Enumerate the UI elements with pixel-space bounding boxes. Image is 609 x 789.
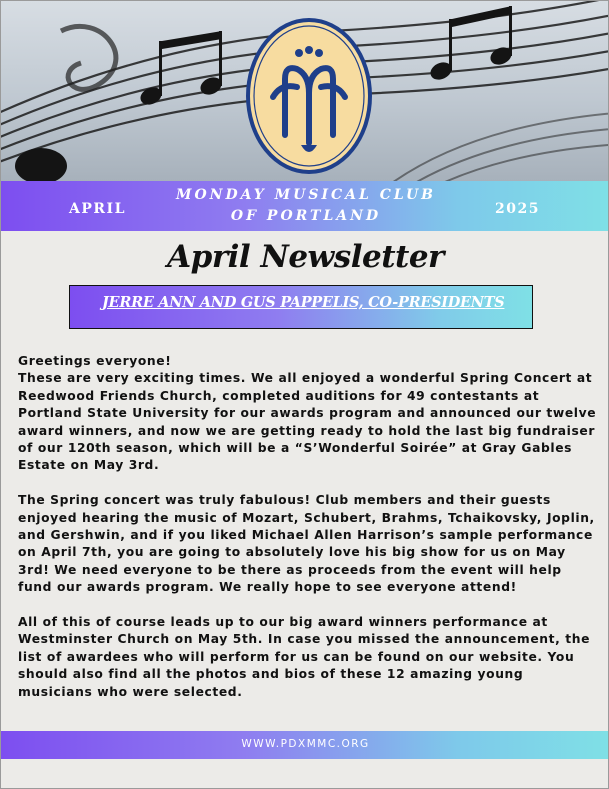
issue-month: APRIL [69,201,126,217]
paragraph-1: These are very exciting times. We all enjoyed a wonderful Spring Concert at Reedwood Friends Church, completed auditions for 49 contestants at Portland State University for our awards program and announced our twelve award winners, and now we are getting ready to hold the last big fundraiser of our 120th season, which will be a “S’Wonderful Soirée” at Gray Gables Estate on May 3rd. [18,371,597,473]
header-banner [1,181,609,231]
paragraph-3: All of this of course leads up to our big award winners performance at Westminster Church on May 5th. In case you missed the announcement, the list of awardees who will perform for us can be found on our website. You should also find all the photos and bios of these 12 amazing young musicians who were selected. [18,615,591,699]
club-name [161,185,451,227]
greeting: Greetings everyone! [18,354,172,368]
club-name-line-2: OF PORTLAND [230,208,382,224]
newsletter-title: April Newsletter [167,239,444,275]
presidents-box [69,285,533,329]
club-logo [245,17,373,175]
presidents-link[interactable]: JERRE ANN AND GUS PAPPELIS, CO-PRESIDENTS [102,294,505,311]
website-link[interactable]: WWW.PDXMMC.ORG [241,738,370,750]
issue-year: 2025 [495,201,540,217]
paragraph-2: The Spring concert was truly fabulous! Club members and their guests enjoyed hearing the music of Mozart, Schubert, Brahms, Tchaikovsky, Joplin, and Gershwin, and if you liked Michael Allen Harrison’s sample performance on April 7th, you are going to absolutely love his big show for us on May 3rd! We need everyone to be there as proceeds from the event will help fund our awards program. We really hope to see everyone attend! [18,493,595,595]
club-name-line-1: MONDAY MUSICAL CLUB [175,187,436,203]
footer-banner [1,731,609,759]
newsletter-body [18,353,598,718]
sheet-music-header-image [1,1,609,181]
